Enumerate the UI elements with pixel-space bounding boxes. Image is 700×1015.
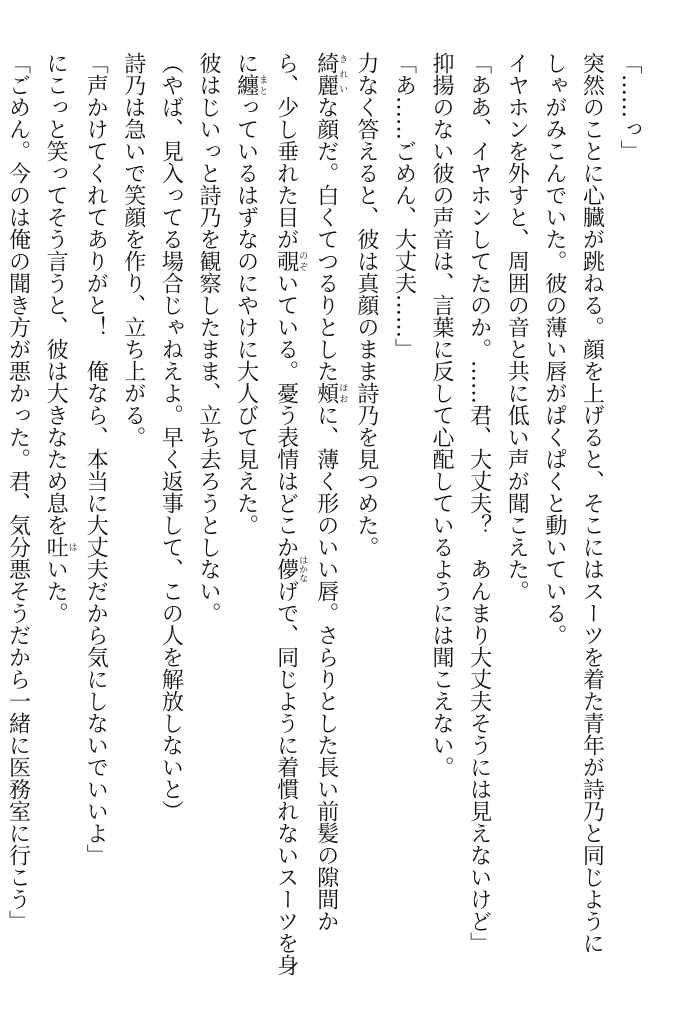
furigana: まと: [257, 74, 268, 96]
text-column: 「ごめん。今のは俺の聞き方が悪かった。君、気分悪そうだから一緒に医務室に行こう」: [5, 52, 31, 932]
text-column: 「声かけてくれてありがと！ 俺なら、本当に大丈夫だから気にしないでいいよ」: [83, 52, 109, 866]
text-column: [37, 52, 77, 977]
ruby-base: 頰: [313, 382, 339, 404]
text-column: 力なく答えると、彼は真顔のまま詩乃を見つめた。: [353, 52, 379, 558]
text-segment: な顔だ。白くてつるりとした: [313, 96, 339, 382]
text-column: 「あ……ごめん、大丈夫……」: [391, 52, 417, 360]
text-segment: に: [233, 52, 259, 74]
text-segment: いている。憂う表情はどこか: [273, 272, 299, 558]
text-segment: っているはずなのにやけに大人びて見えた。: [233, 96, 259, 536]
ruby-word: [313, 382, 348, 404]
text-column: [227, 52, 267, 977]
ruby-word: [233, 74, 268, 96]
text-segment: に、薄く形のいい唇。さらりとした長い前髪の隙間か: [313, 404, 339, 932]
text-column: 「ああ、イヤホンしてたのか。……君、大丈夫？ あんまり大丈夫そうには見えないけど」: [466, 52, 492, 954]
furigana: ほお: [337, 382, 348, 404]
text-column: 「……っ」: [617, 52, 642, 162]
ruby-base: 覗: [273, 250, 299, 272]
text-segment: にこっと笑ってそう言うと、彼は大きなため息を: [43, 52, 69, 536]
ruby-base: 綺麗: [313, 52, 339, 96]
ruby-word: [273, 250, 308, 272]
text-column: （やば、見入ってる場合じゃねえよ。早く返事して、この人を解放しないと）: [158, 52, 184, 822]
text-column: [267, 52, 307, 977]
text-segment: げで、同じように着慣れないスーツを身: [273, 580, 299, 976]
ruby-word: [273, 555, 308, 583]
furigana: はかな: [297, 555, 308, 583]
vertical-novel-text: [0, 52, 648, 977]
ruby-base: 吐: [43, 536, 69, 558]
text-column: [307, 52, 347, 977]
text-segment: ら、少し垂れた目が: [273, 52, 299, 250]
furigana: きれい: [337, 52, 348, 96]
text-column: 彼はじいっと詩乃を観察したまま、立ち去ろうとしない。: [195, 52, 221, 624]
ruby-word: [43, 536, 77, 558]
furigana: のぞ: [297, 250, 308, 272]
text-column: しゃがみこんでいた。彼の薄い唇がぱくぱくと動いている。: [541, 52, 567, 646]
ruby-base: 纏: [233, 74, 259, 96]
text-segment: いた。: [43, 558, 69, 624]
text-column: イヤホンを外すと、周囲の音と共に低い声が聞こえた。: [504, 52, 530, 602]
ruby-base: 儚: [273, 555, 299, 583]
text-column: 抑揚のない彼の声音は、言葉に反して心配しているようには聞こえない。: [429, 52, 455, 778]
ruby-word: [313, 52, 348, 96]
furigana: は: [66, 536, 77, 558]
text-column: 突然のことに心臓が跳ねる。顔を上げると、そこにはスーツを着た青年が詩乃と同じように: [579, 52, 605, 954]
text-column: 詩乃は急いで笑顔を作り、立ち上がる。: [120, 52, 146, 448]
